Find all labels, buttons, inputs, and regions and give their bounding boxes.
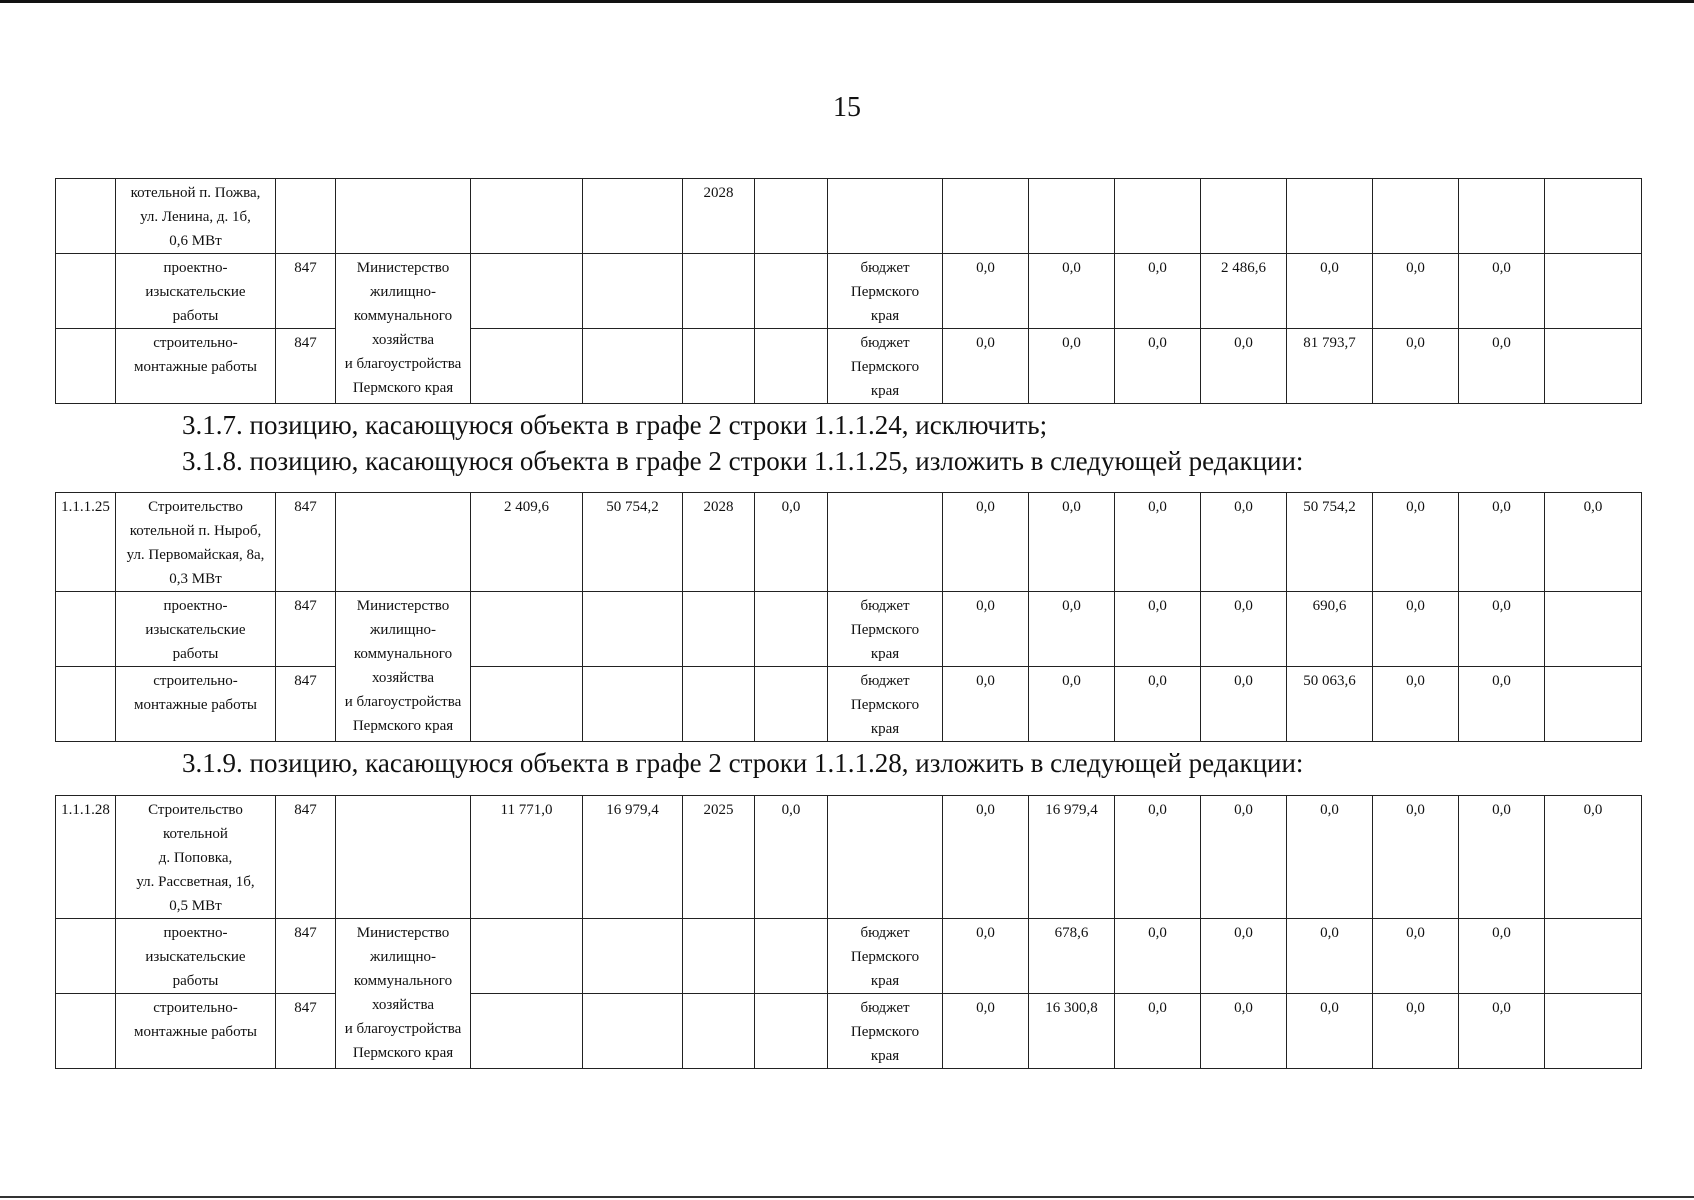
funding-source-cell-line: Пермского [850,359,920,375]
funding-source-cell [828,329,943,404]
year-value-cell-5: 0,0 [1287,796,1373,919]
budget-table-row-1-1-1-28 [55,795,1642,1069]
object-name-cell [116,994,276,1069]
object-name-cell [116,493,276,592]
paragraph-3-1-9: 3.1.9. позицию, касающуюся объекта в графе 2 строки 1.1.1.28, изложить в следующей редакции: [182,748,1304,778]
cost-cell [471,254,583,329]
year-value-cell-3: 0,0 [1115,994,1201,1069]
funding-source-cell-line: края [870,1048,900,1064]
year-cell [683,994,755,1069]
year-value-cell-2: 678,6 [1029,919,1115,994]
row-number-cell [56,329,116,404]
executor-cell-line: коммунального [353,308,453,324]
object-name-cell-line: изыскательские [145,622,246,638]
row-number-cell [56,667,116,742]
extra-value-cell [755,329,828,404]
year-value-cell-1: 0,0 [943,994,1029,1069]
year-value-cell-3: 0,0 [1115,329,1201,404]
executor-cell [336,179,471,254]
estimated-cost-cell [583,919,683,994]
object-name-cell-line: монтажные работы [133,1024,258,1040]
page-number: 15 [833,92,861,123]
object-name-cell-line: котельной п. Пожва, [130,185,261,201]
estimated-cost-cell [583,254,683,329]
object-name-cell [116,796,276,919]
row-number-cell: 1.1.1.28 [56,796,116,919]
cost-cell [471,667,583,742]
year-value-cell-8 [1545,329,1642,404]
object-name-cell-line: монтажные работы [133,359,258,375]
executor-cell-line: жилищно- [370,949,436,965]
year-value-cell-5: 690,6 [1287,592,1373,667]
object-name-cell-line: 0,5 МВт [169,898,222,914]
year-value-cell-5: 0,0 [1287,919,1373,994]
object-name-cell-line: строительно- [153,1000,238,1016]
year-value-cell-3: 0,0 [1115,919,1201,994]
object-name-cell-line: проектно- [163,925,228,941]
year-value-cell-7: 0,0 [1459,796,1545,919]
object-name-cell-line: проектно- [163,260,228,276]
year-value-cell-8 [1545,592,1642,667]
year-value-cell-8 [1545,254,1642,329]
code-cell: 847 [276,592,336,667]
object-name-cell-line: Строительство [148,802,243,818]
code-cell: 847 [276,994,336,1069]
executor-cell-line: Пермского края [352,380,454,396]
row-number-cell [56,179,116,254]
funding-source-cell-line: бюджет [860,260,910,276]
year-value-cell-1 [943,179,1029,254]
year-cell: 2028 [683,493,755,592]
year-value-cell-4: 0,0 [1201,796,1287,919]
object-name-cell-line: 0,3 МВт [169,571,222,587]
year-value-cell-4 [1201,179,1287,254]
object-name-cell [116,667,276,742]
executor-cell-line: хозяйства [371,332,435,348]
year-value-cell-4: 0,0 [1201,994,1287,1069]
funding-source-cell-line: Пермского [850,697,920,713]
funding-source-cell-line: Пермского [850,949,920,965]
object-row [56,493,1642,592]
code-cell: 847 [276,329,336,404]
year-value-cell-4: 0,0 [1201,493,1287,592]
executor-cell-line: жилищно- [370,622,436,638]
year-value-cell-8 [1545,919,1642,994]
year-value-cell-2: 0,0 [1029,329,1115,404]
funding-source-cell [828,919,943,994]
object-row [56,179,1642,254]
year-value-cell-7: 0,0 [1459,592,1545,667]
year-value-cell-2: 0,0 [1029,592,1115,667]
object-row [56,796,1642,919]
year-value-cell-1: 0,0 [943,796,1029,919]
estimated-cost-cell [583,179,683,254]
object-name-cell [116,254,276,329]
code-cell [276,179,336,254]
top-border-line [0,0,1694,3]
bottom-border-line [0,1196,1694,1198]
year-value-cell-7 [1459,179,1545,254]
year-value-cell-2: 0,0 [1029,254,1115,329]
object-name-cell-line: ул. Рассветная, 1б, [136,874,255,890]
year-value-cell-1: 0,0 [943,329,1029,404]
funding-source-cell-line: бюджет [860,673,910,689]
year-value-cell-6: 0,0 [1373,329,1459,404]
year-value-cell-5 [1287,179,1373,254]
code-cell: 847 [276,919,336,994]
year-value-cell-5: 50 063,6 [1287,667,1373,742]
year-value-cell-3: 0,0 [1115,796,1201,919]
year-value-cell-8 [1545,667,1642,742]
year-value-cell-8: 0,0 [1545,493,1642,592]
year-cell [683,329,755,404]
object-name-cell-line: строительно- [153,673,238,689]
funding-source-cell-line: края [870,721,900,737]
year-value-cell-5: 0,0 [1287,994,1373,1069]
year-value-cell-4: 0,0 [1201,329,1287,404]
object-name-cell-line: котельной [163,826,228,842]
executor-cell-line: Министерство [356,260,450,276]
year-cell [683,592,755,667]
row-number-cell [56,994,116,1069]
object-name-cell-line: 0,6 МВт [169,233,222,249]
year-value-cell-3: 0,0 [1115,667,1201,742]
cost-cell [471,919,583,994]
object-name-cell-line: работы [172,973,219,989]
executor-cell [336,592,471,742]
cost-cell: 2 409,6 [471,493,583,592]
cost-cell [471,179,583,254]
year-value-cell-7: 0,0 [1459,493,1545,592]
executor-cell-line: хозяйства [371,997,435,1013]
cost-cell: 11 771,0 [471,796,583,919]
estimated-cost-cell [583,329,683,404]
object-name-cell-line: ул. Ленина, д. 1б, [140,209,251,225]
year-value-cell-7: 0,0 [1459,667,1545,742]
object-name-cell [116,919,276,994]
executor-cell-line: коммунального [353,973,453,989]
year-cell: 2028 [683,179,755,254]
funding-source-cell-line: Пермского [850,1024,920,1040]
year-cell: 2025 [683,796,755,919]
executor-cell-line: и благоустройства [344,356,462,372]
code-cell: 847 [276,796,336,919]
funding-source-cell [828,796,943,919]
funding-source-cell-line: Пермского [850,284,920,300]
object-name-cell-line: д. Поповка, [158,850,233,866]
object-name-cell-line: проектно- [163,598,228,614]
year-value-cell-2: 0,0 [1029,493,1115,592]
funding-source-cell-line: Пермского [850,622,920,638]
year-value-cell-4: 0,0 [1201,592,1287,667]
paragraph-3-1-7: 3.1.7. позицию, касающуюся объекта в графе 2 строки 1.1.1.24, исключить; [182,410,1048,440]
construction-works-row [56,994,1642,1069]
object-name-cell-line: монтажные работы [133,697,258,713]
construction-works-row [56,329,1642,404]
estimated-cost-cell [583,994,683,1069]
funding-source-cell-line: края [870,973,900,989]
year-value-cell-3: 0,0 [1115,592,1201,667]
design-works-row [56,254,1642,329]
estimated-cost-cell: 16 979,4 [583,796,683,919]
code-cell: 847 [276,254,336,329]
extra-value-cell [755,994,828,1069]
year-value-cell-6: 0,0 [1373,493,1459,592]
object-name-cell-line: ул. Первомайская, 8а, [126,547,265,563]
funding-source-cell [828,667,943,742]
year-cell [683,919,755,994]
extra-value-cell [755,254,828,329]
funding-source-cell-line: края [870,646,900,662]
funding-source-cell [828,592,943,667]
extra-value-cell [755,179,828,254]
budget-table-kotelnaya-pozhva [55,178,1642,404]
extra-value-cell [755,667,828,742]
year-value-cell-6: 0,0 [1373,919,1459,994]
object-name-cell [116,179,276,254]
row-number-cell [56,919,116,994]
cost-cell [471,592,583,667]
object-name-cell-line: Строительство [148,499,243,515]
year-value-cell-6: 0,0 [1373,994,1459,1069]
funding-source-cell-line: бюджет [860,1000,910,1016]
executor-cell-line: хозяйства [371,670,435,686]
year-value-cell-4: 2 486,6 [1201,254,1287,329]
executor-cell-line: Министерство [356,598,450,614]
object-name-cell-line: изыскательские [145,949,246,965]
object-name-cell-line: работы [172,646,219,662]
year-value-cell-6: 0,0 [1373,667,1459,742]
funding-source-cell [828,994,943,1069]
executor-cell-line: Пермского края [352,718,454,734]
object-name-cell [116,329,276,404]
extra-value-cell [755,919,828,994]
year-cell [683,254,755,329]
year-value-cell-1: 0,0 [943,667,1029,742]
year-value-cell-2 [1029,179,1115,254]
code-cell: 847 [276,493,336,592]
funding-source-cell [828,254,943,329]
year-value-cell-1: 0,0 [943,493,1029,592]
executor-cell-line: и благоустройства [344,694,462,710]
cost-cell [471,329,583,404]
year-value-cell-3: 0,0 [1115,493,1201,592]
object-name-cell [116,592,276,667]
extra-value-cell [755,592,828,667]
year-value-cell-2: 0,0 [1029,667,1115,742]
design-works-row [56,919,1642,994]
executor-cell-line: Министерство [356,925,450,941]
funding-source-cell-line: бюджет [860,925,910,941]
funding-source-cell-line: бюджет [860,598,910,614]
funding-source-cell-line: края [870,308,900,324]
estimated-cost-cell [583,592,683,667]
year-value-cell-1: 0,0 [943,919,1029,994]
year-value-cell-1: 0,0 [943,254,1029,329]
year-value-cell-6: 0,0 [1373,796,1459,919]
year-value-cell-3: 0,0 [1115,254,1201,329]
year-value-cell-2: 16 979,4 [1029,796,1115,919]
funding-source-cell-line: бюджет [860,335,910,351]
executor-cell [336,254,471,404]
executor-cell-line: коммунального [353,646,453,662]
row-number-cell: 1.1.1.25 [56,493,116,592]
executor-cell [336,919,471,1069]
object-name-cell-line: изыскательские [145,284,246,300]
row-number-cell [56,592,116,667]
extra-value-cell: 0,0 [755,796,828,919]
year-value-cell-7: 0,0 [1459,919,1545,994]
year-value-cell-5: 81 793,7 [1287,329,1373,404]
estimated-cost-cell: 50 754,2 [583,493,683,592]
year-cell [683,667,755,742]
funding-source-cell [828,493,943,592]
year-value-cell-5: 50 754,2 [1287,493,1373,592]
object-name-cell-line: строительно- [153,335,238,351]
object-name-cell-line: работы [172,308,219,324]
year-value-cell-8 [1545,994,1642,1069]
year-value-cell-2: 16 300,8 [1029,994,1115,1069]
year-value-cell-4: 0,0 [1201,919,1287,994]
executor-cell [336,796,471,919]
year-value-cell-7: 0,0 [1459,254,1545,329]
construction-works-row [56,667,1642,742]
code-cell: 847 [276,667,336,742]
year-value-cell-7: 0,0 [1459,329,1545,404]
year-value-cell-1: 0,0 [943,592,1029,667]
executor-cell-line: Пермского края [352,1045,454,1061]
year-value-cell-6: 0,0 [1373,254,1459,329]
paragraph-3-1-8: 3.1.8. позицию, касающуюся объекта в графе 2 строки 1.1.1.25, изложить в следующей редакции: [182,446,1304,476]
funding-source-cell [828,179,943,254]
executor-cell [336,493,471,592]
budget-table-row-1-1-1-25 [55,492,1642,742]
estimated-cost-cell [583,667,683,742]
design-works-row [56,592,1642,667]
executor-cell-line: жилищно- [370,284,436,300]
executor-cell-line: и благоустройства [344,1021,462,1037]
year-value-cell-7: 0,0 [1459,994,1545,1069]
row-number-cell [56,254,116,329]
cost-cell [471,994,583,1069]
year-value-cell-3 [1115,179,1201,254]
year-value-cell-8: 0,0 [1545,796,1642,919]
year-value-cell-4: 0,0 [1201,667,1287,742]
year-value-cell-6: 0,0 [1373,592,1459,667]
year-value-cell-8 [1545,179,1642,254]
object-name-cell-line: котельной п. Ныроб, [129,523,262,539]
extra-value-cell: 0,0 [755,493,828,592]
year-value-cell-6 [1373,179,1459,254]
funding-source-cell-line: края [870,383,900,399]
year-value-cell-5: 0,0 [1287,254,1373,329]
